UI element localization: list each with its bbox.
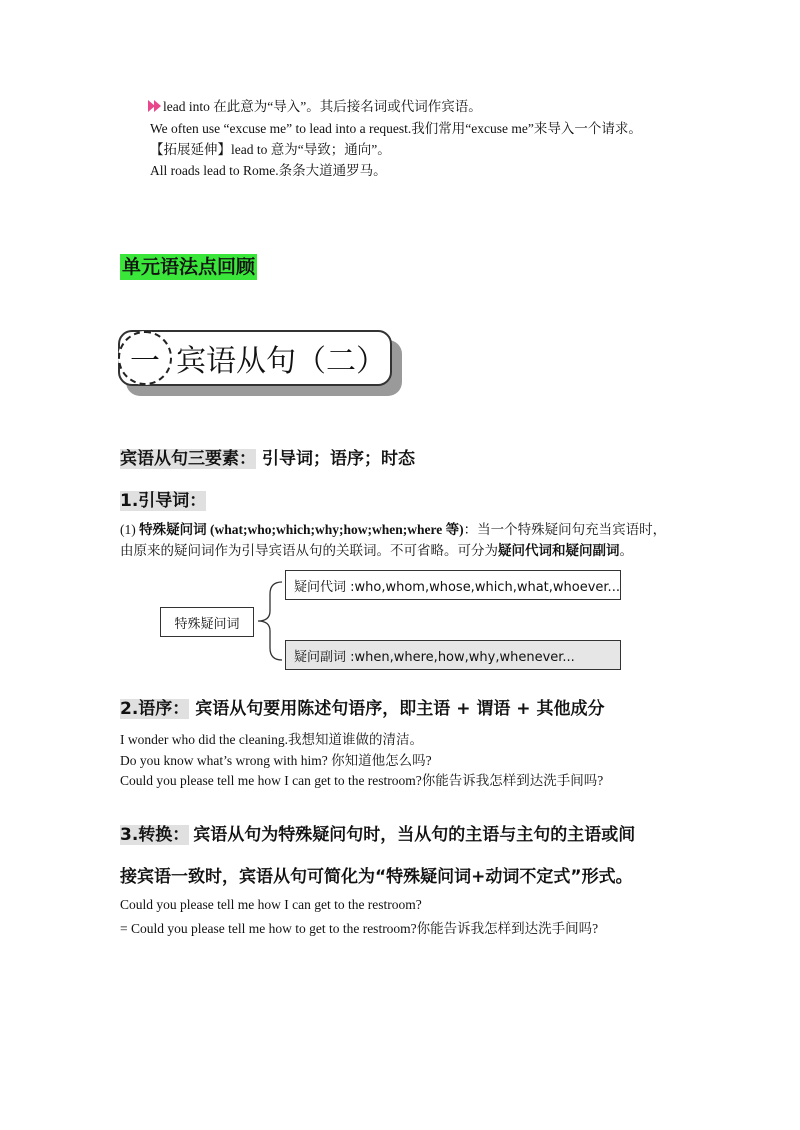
- part2-example-3: Could you please tell me how I can get to the restroom?你能告诉我怎样到达洗手间吗?: [120, 773, 604, 788]
- part1-bold-term: 特殊疑问词 (what;who;which;why;how;when;where 等): [139, 522, 464, 537]
- banner-number: 一: [118, 331, 172, 385]
- diagram-branch-bottom: 疑问副词 :when,where,how,why,whenever...: [285, 640, 621, 670]
- three-elements: [120, 444, 415, 469]
- part1-line2-bold: 疑问代词和疑问副词: [498, 543, 620, 558]
- part3-heading-text: 3.转换：: [120, 825, 190, 845]
- double-arrow-icon: [148, 100, 162, 112]
- part3-heading: [120, 820, 635, 845]
- part1-prefix: (1): [120, 522, 140, 537]
- part1-line-2: [120, 539, 633, 559]
- part3-rule-line1: 宾语从句为特殊疑问句时，当从句的主语与主句的主语或间: [193, 825, 636, 845]
- part1-desc: ：当一个特殊疑问句充当宾语时，: [463, 522, 667, 537]
- banner-title: 宾语从句（二）: [176, 344, 386, 379]
- diagram-branch-top: 疑问代词 :who,whom,whose,which,what,whoever...: [285, 570, 621, 600]
- intro-line-1-text: lead into 在此意为“导入”。其后接名词或代词作宾语。: [163, 99, 482, 114]
- part2-heading: [120, 694, 604, 719]
- part1-line2-pre: 由原来的疑问词作为引导宾语从句的关联词。不可省略。可分为: [120, 543, 498, 558]
- part3-rule-line2: 接宾语一致时，宾语从句可简化为“特殊疑问词+动词不定式”形式。: [120, 867, 633, 887]
- part2-heading-text: 2.语序：: [120, 699, 190, 719]
- intro-line-4: All roads lead to Rome.条条大道通罗马。: [150, 163, 387, 178]
- part1-line2-post: 。: [619, 543, 633, 558]
- title-banner: [118, 330, 404, 398]
- three-elements-label: 宾语从句三要素：: [120, 449, 256, 469]
- diagram-root: 特殊疑问词: [160, 607, 254, 637]
- intro-line-2: We often use “excuse me” to lead into a request.我们常用“excuse me”来导入一个请求。: [150, 121, 642, 136]
- section-heading: [120, 252, 257, 279]
- part1-line-1: [120, 518, 666, 538]
- part1-heading: [120, 486, 206, 511]
- part3-example-2: = Could you please tell me how to get to the restroom?你能告诉我怎样到达洗手间吗?: [120, 921, 599, 936]
- part2-example-1: I wonder who did the cleaning.我想知道谁做的清洁。: [120, 732, 423, 747]
- three-elements-value: 引导词；语序；时态: [262, 449, 415, 469]
- intro-line-3: 【拓展延伸】lead to 意为“导致；通向”。: [150, 142, 391, 157]
- part1-heading-text: 1.引导词：: [120, 491, 207, 511]
- intro-line-1: [148, 98, 482, 116]
- section-heading-text: 单元语法点回顾: [122, 256, 256, 278]
- part3-example-1: Could you please tell me how I can get to the restroom?: [120, 897, 422, 912]
- part2-rule: 宾语从句要用陈述句语序，即主语 + 谓语 + 其他成分: [195, 699, 605, 719]
- part2-example-2: Do you know what’s wrong with him? 你知道他怎么吗?: [120, 753, 432, 768]
